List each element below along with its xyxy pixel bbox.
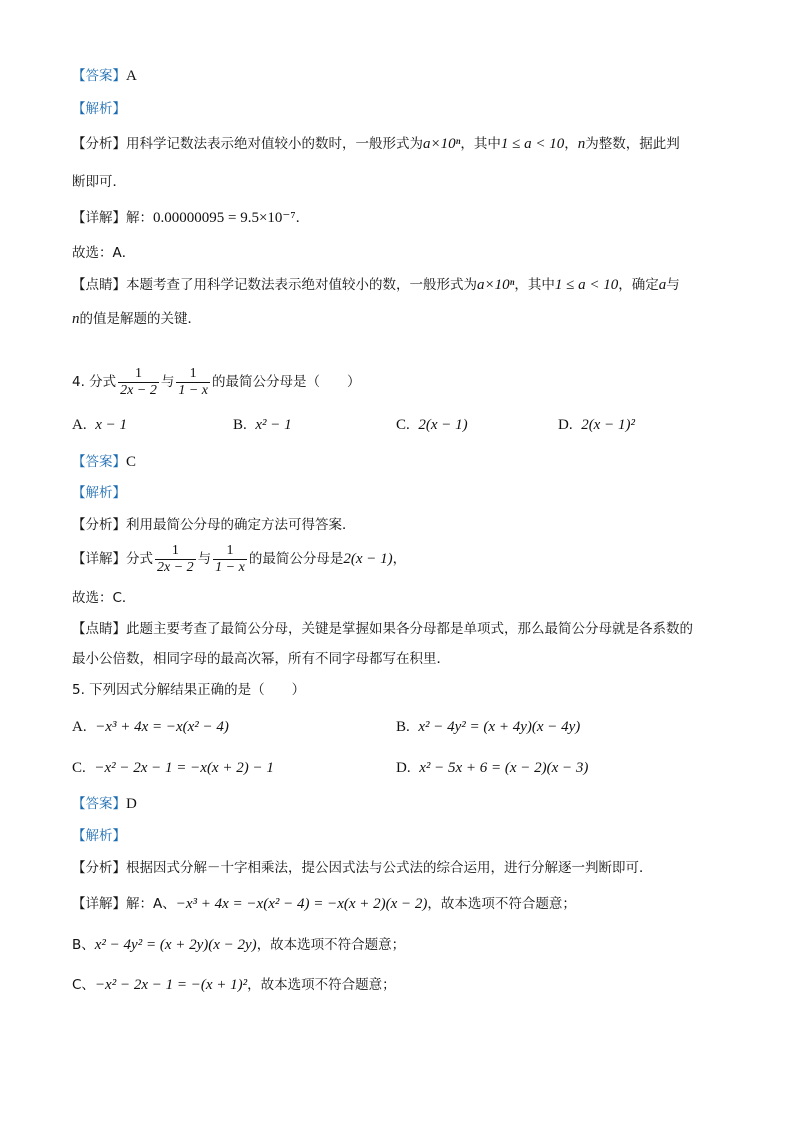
q5-answer-line: 【答案】D [72,796,137,812]
q4-answer-value: C [126,454,137,470]
q3-review-math-1: a×10ⁿ [477,277,515,293]
q3-fenxi-text-b: ，其中 [460,136,501,152]
q4-option-a: A. x − 1 [72,417,127,433]
q4-analysis-heading: 【解析】 [72,485,126,501]
q3-analysis-heading: 【解析】 [72,101,126,117]
q3-review-text-c: ，确定 [618,277,659,293]
detail-label: 详解 [85,210,113,226]
q3-answer-line: 【答案】A [72,68,137,84]
q4-option-d: D. 2(x − 1)² [558,417,635,433]
answer-label: 答案 [85,68,113,84]
q4-option-b: B. x² − 1 [233,417,292,433]
q3-fenxi-text-d: 为整数，据此判 [585,136,680,152]
q4-fraction-2: $\frac{1}{1 - x}$ [178,366,209,398]
q4-detail-line: 【详解】分式 $\frac{1}{2x - 2}$ 与 $\frac{1}{1 - x}$ 的最简公分母是2(x − 1)， [72,543,407,575]
q4-option-c: C. 2(x − 1) [396,417,468,433]
q3-review-text-d: 与 [666,277,680,293]
q3-review-math-3: a [658,277,667,293]
q5-line-c-math: −x² − 2x − 1 = −(x + 1)² [94,977,248,993]
review-label: 点睛 [85,277,113,293]
q3-review-line2-math: n [72,311,80,327]
q5-detail-math-a: −x³ + 4x = −x(x² − 4) = −x(x + 2)(x − 2) [175,896,428,912]
q3-fenxi-text-c: ， [564,136,578,152]
q5-option-d: D. x² − 5x + 6 = (x − 2)(x − 3) [396,760,589,776]
q4-review-line1: 此题主要考查了最简公分母，关键是掌握如果各分母都是单项式，那么最简公分母就是各系数的 [126,621,693,637]
q4-detail-suffix: 的最简公分母是 [248,551,344,567]
q3-detail-line: 【详解】解：0.00000095 = 9.5×10⁻⁷． [72,210,310,226]
q3-answer-value: A [126,68,137,84]
q4-stem-suffix: 的最简公分母是（ ） [212,374,361,390]
fenxi-label: 分析 [85,136,113,152]
q5-detail-line: 【详解】解：A、−x³ + 4x = −x(x² − 4) = −x(x + 2)(x − 2)，故本选项不符合题意； [72,896,576,912]
q3-fenxi-math-2: 1 ≤ a < 10 [500,136,565,152]
q3-fenxi-math-1: a×10ⁿ [423,136,461,152]
analysis-label: 解析 [85,101,113,117]
q5-detail-end-a: ，故本选项不符合题意； [427,896,576,912]
q4-fraction-1: $\frac{1}{2x - 2}$ [120,366,157,398]
q4-fenxi-line: 【分析】利用最简公分母的确定方法可得答案． [72,517,356,533]
q4-detail-fraction-1: $\frac{1}{2x - 2}$ [157,543,194,575]
q5-detail-text: 解：A、 [126,896,176,912]
q5-option-a: A. −x³ + 4x = −x(x² − 4) [72,719,229,735]
q4-detail-math: 2(x − 1) [343,551,393,567]
q3-fenxi-line2: 断即可． [72,174,126,190]
q3-review-line: 【点睛】本题考查了用科学记数法表示绝对值较小的数，一般形式为a×10ⁿ，其中1 ≤ a < 10，确定a与 [72,277,680,293]
q5-fenxi-line: 【分析】根据因式分解－十字相乘法，提公因式法与公式法的综合运用，进行分解逐一判断即可． [72,860,653,876]
q4-choose: 故选：C． [72,590,136,606]
q3-detail-end: ． [295,210,310,226]
q5-answer-value: D [126,796,137,812]
q4-stem [72,366,361,399]
q4-detail-prefix: 分式 [126,551,153,567]
q5-option-b: B. x² − 4y² = (x + 4y)(x − 4y) [396,719,581,735]
q3-review-text-b: ，其中 [514,277,555,293]
q5-analysis-heading: 【解析】 [72,828,126,844]
q5-line-b-math: x² − 4y² = (x + 2y)(x − 2y) [94,937,257,953]
q3-fenxi-text-a: 用科学记数法表示绝对值较小的数时，一般形式为 [126,136,423,152]
q3-review-text-a: 本题考查了用科学记数法表示绝对值较小的数，一般形式为 [126,277,477,293]
q3-fenxi-math-3: n [577,136,586,152]
q3-review-line2-text: 的值是解题的关键． [79,311,201,327]
q5-fenxi-text: 根据因式分解－十字相乘法，提公因式法与公式法的综合运用，进行分解逐一判断即可． [126,860,653,876]
q3-review-line2 [72,309,201,329]
q3-review-math-2: 1 ≤ a < 10 [554,277,619,293]
q4-answer-line: 【答案】C [72,454,137,470]
q5-option-c: C. −x² − 2x − 1 = −x(x + 2) − 1 [72,760,274,776]
q3-choose: 故选：A． [72,245,136,261]
q3-fenxi-line: 【分析】用科学记数法表示绝对值较小的数时，一般形式为a×10ⁿ，其中1 ≤ a < 10，n为整数，据此判 [72,136,680,152]
q4-detail-fraction-2: $\frac{1}{1 - x}$ [215,543,245,575]
q4-detail-mid: 与 [197,551,212,567]
q5-line-c: C、−x² − 2x − 1 = −(x + 1)²，故本选项不符合题意； [72,977,396,993]
q4-review-line: 【点睛】此题主要考查了最简公分母，关键是掌握如果各分母都是单项式，那么最简公分母就是各系数的 [72,621,693,637]
q4-stem-mid: 与 [160,374,175,390]
q4-stem-prefix: 4. 分式 [72,374,117,390]
q5-stem: 5. 下列因式分解结果正确的是（ ） [72,682,306,698]
q4-review-line2: 最小公倍数，相同字母的最高次幂，所有不同字母都写在积里． [72,651,450,667]
q3-detail-math: 0.00000095 = 9.5×10⁻⁷ [153,210,296,226]
q5-line-b: B、x² − 4y² = (x + 2y)(x − 2y)，故本选项不符合题意； [72,937,406,953]
q4-fenxi-text: 利用最简公分母的确定方法可得答案． [126,517,356,533]
q3-detail-text: 解： [126,210,153,226]
